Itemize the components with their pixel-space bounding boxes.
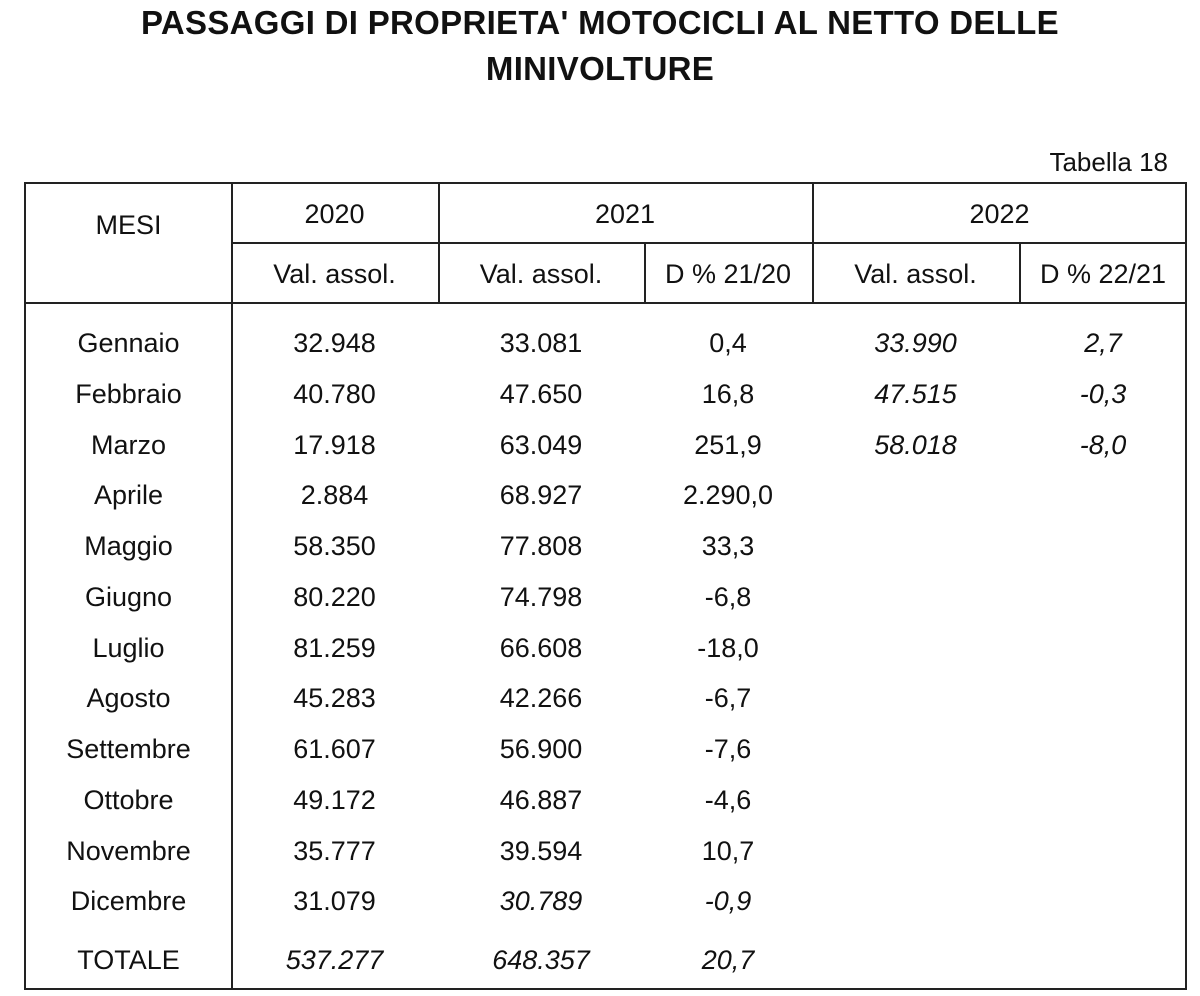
cell-value-2021: 46.887 [499,784,583,815]
cell-value-2020: 31.079 [293,886,376,917]
title-line-1: PASSAGGI DI PROPRIETA' MOTOCICLI AL NETTO DELLE [141,4,1059,41]
header-year-2021: 2021 [594,199,656,229]
cell-delta-22-21: 2,7 [1084,328,1122,358]
header-year-2022: 2022 [969,199,1030,229]
row-month-label: Giugno [84,581,173,612]
row-month-label: Luglio [92,632,165,663]
page-title [0,0,1200,92]
cell-value-2022: 58.018 [874,429,957,460]
cell-value-2021: 77.808 [499,531,583,561]
row-month-label: Agosto [86,683,171,714]
cell-value-2022: 47.515 [874,378,957,409]
total-label: TOTALE [77,945,180,975]
cell-value-2020: 49.172 [293,784,376,815]
cell-value-2020: 81.259 [293,632,376,663]
row-divider [26,302,1185,304]
cell-delta-21-20: 251,9 [694,429,762,460]
cell-value-2020: 17.918 [293,429,376,460]
cell-value-2022: 33.990 [874,328,957,358]
row-month-label: Maggio [84,531,173,561]
total-value-2021: 648.357 [492,945,590,975]
subheader-val-2022: Val. assol. [854,259,977,289]
cell-value-2020: 45.283 [293,683,376,714]
subheader-delta-2120: D % 21/20 [664,259,792,289]
cell-value-2020: 35.777 [293,835,376,866]
row-month-label: Novembre [66,835,191,866]
cell-value-2021: 42.266 [499,683,583,714]
cell-value-2021: 68.927 [499,480,583,511]
table-label: Tabella 18 [1049,147,1168,177]
cell-value-2021: 33.081 [499,328,583,358]
cell-value-2021: 66.608 [499,632,583,663]
cell-value-2021: 74.798 [499,581,583,612]
subheader-val-2021: Val. assol. [479,259,603,289]
cell-value-2020: 58.350 [293,531,376,561]
cell-delta-21-20: -18,0 [697,632,759,663]
cell-value-2020: 32.948 [293,328,376,358]
cell-delta-21-20: 33,3 [701,531,755,561]
cell-value-2020: 40.780 [293,378,376,409]
cell-value-2020: 61.607 [293,734,376,764]
cell-delta-21-20: -7,6 [704,734,752,764]
cell-value-2021: 30.789 [499,886,583,917]
header-year-2020: 2020 [304,199,365,229]
row-month-label: Febbraio [75,378,182,409]
row-divider [231,242,1187,244]
cell-delta-22-21: -8,0 [1079,429,1127,460]
cell-value-2021: 63.049 [499,429,583,460]
cell-delta-21-20: -4,6 [704,784,752,815]
cell-delta-21-20: 16,8 [701,378,755,409]
row-month-label: Dicembre [70,886,187,917]
cell-delta-21-20: 10,7 [701,835,755,866]
cell-value-2020: 80.220 [293,581,376,612]
title-line-2: MINIVOLTURE [485,50,715,87]
cell-delta-22-21: -0,3 [1079,378,1127,409]
data-table [24,182,1187,990]
row-month-label: Marzo [90,429,166,460]
subheader-val-2020: Val. assol. [273,259,396,289]
cell-value-2021: 39.594 [499,835,583,866]
total-value-2020: 537.277 [285,945,384,975]
row-month-label: Gennaio [77,328,180,358]
cell-delta-21-20: -6,8 [704,581,752,612]
cell-delta-21-20: -0,9 [704,886,752,917]
total-delta-21-20: 20,7 [701,945,755,975]
cell-delta-21-20: -6,7 [704,683,752,714]
row-month-label: Settembre [66,734,191,764]
cell-value-2021: 47.650 [499,378,583,409]
subheader-delta-2221: D % 22/21 [1039,259,1167,289]
cell-delta-21-20: 2.290,0 [682,480,774,511]
cell-delta-21-20: 0,4 [709,328,747,358]
header-months: MESI [95,210,162,240]
row-month-label: Ottobre [83,784,174,815]
row-month-label: Aprile [93,480,164,511]
cell-value-2021: 56.900 [499,734,583,764]
cell-value-2020: 2.884 [300,480,369,511]
